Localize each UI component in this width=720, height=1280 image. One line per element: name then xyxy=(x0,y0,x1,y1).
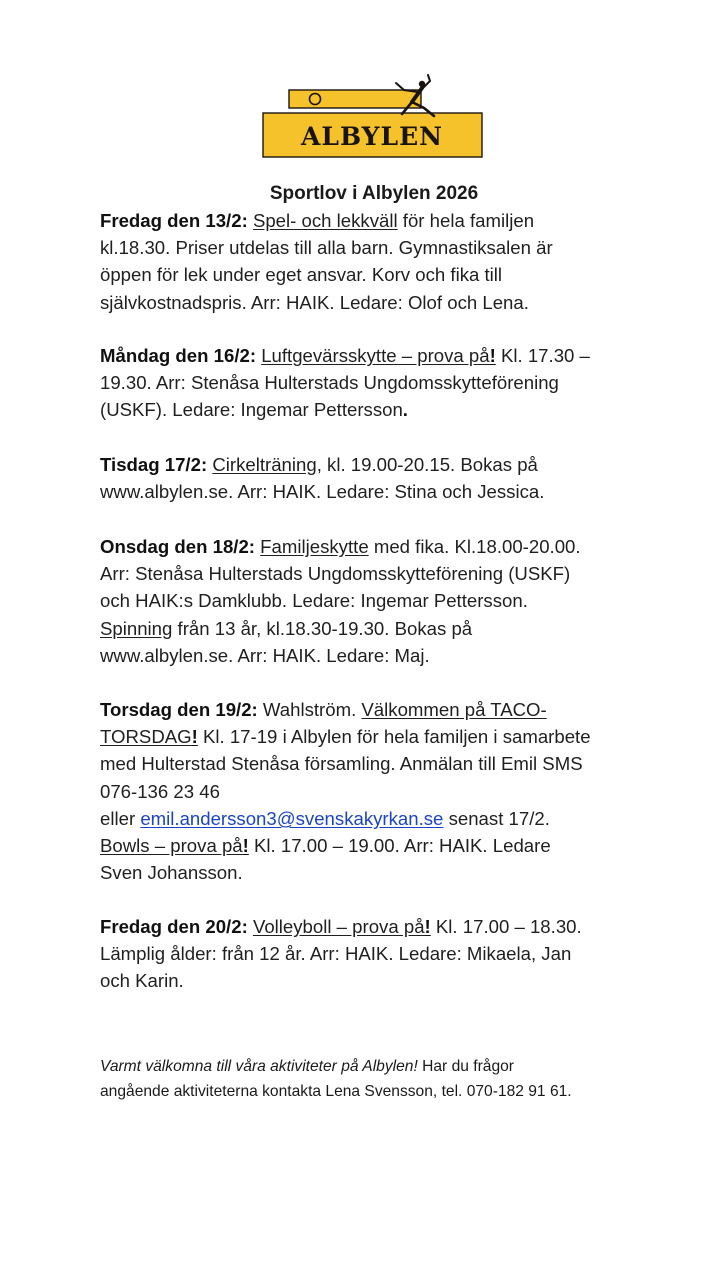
event-activity: Luftgevärsskytte – prova på xyxy=(261,345,490,366)
email-link[interactable]: emil.andersson3@svenskakyrkan.se xyxy=(140,807,444,829)
event-activity: Volleyboll – prova på xyxy=(252,916,425,937)
event-mandag-16: Måndag den 16/2: Luftgevärsskytte – prova på! Kl. 17.30 – 19.30. Arr: Stenåsa Hulterstads Ungdomsskytteförening (USKF). Ledare: Ingemar Pettersson. xyxy=(100,345,590,421)
event-activity: Spinning xyxy=(100,617,173,639)
event-day: Onsdag den 18/2: xyxy=(100,536,255,557)
event-tisdag-17: Tisdag 17/2: Cirkelträning, kl. 19.00-20.15. Bokas på www.albylen.se. Arr: HAIK. Ledare: Stina och Jessica. xyxy=(100,454,545,503)
event-activity: TORSDAG xyxy=(100,726,192,748)
event-activity: Spel- och lekkväll xyxy=(252,210,398,231)
footer-welcome: Varmt välkomna till våra aktiviteter på Albylen! xyxy=(100,1058,418,1075)
footer-note: Varmt välkomna till våra aktiviteter på Albylen! Har du frågor angående aktiviteterna kontakta Lena Svensson, tel. 070-182 91 61. xyxy=(100,1058,572,1100)
event-day: Tisdag 17/2: xyxy=(100,454,208,475)
event-fredag-20: Fredag den 20/2: Volleyboll – prova på! Kl. 17.00 – 18.30. Lämplig ålder: från 12 år. Arr: HAIK. Ledare: Mikaela, Jan och Karin. xyxy=(100,916,582,992)
albylen-logo xyxy=(262,72,484,158)
event-onsdag-18: Onsdag den 18/2: Familjeskytte med fika. Kl.18.00-20.00. Arr: Stenåsa Hulterstads Ungdomsskytteförening (USKF) och HAIK:s Damklubb. Ledare: Ingemar Pettersson. Spinning från 13 år, kl.18.30-19.30. Bokas på www.albylen.se. Arr: HAIK. Ledare: Maj. xyxy=(100,536,581,666)
logo-text: ALBYLEN xyxy=(301,122,443,151)
event-day: Måndag den 16/2: xyxy=(100,345,257,366)
page-title: Sportlov i Albylen 2026 xyxy=(269,183,479,204)
event-day: Fredag den 13/2: xyxy=(100,210,248,231)
event-torsdag-19: Torsdag den 19/2: Wahlström. Välkommen på TACO- TORSDAG! Kl. 17-19 i Albylen för hela familjen i samarbete med Hulterstad Stenåsa församling. Anmälan till Emil SMS 076-136 23 46 eller emil.andersson3@svenskakyrkan.se senast 17/2. Bowls – prova på! Kl. 17.00 – 19.00. Arr: HAIK. Ledare Sven Johansson. xyxy=(100,699,591,884)
event-activity: Cirkelträning xyxy=(212,454,317,475)
event-activity: Välkommen på TACO- xyxy=(361,699,547,720)
event-day: Torsdag den 19/2: xyxy=(100,699,258,720)
event-fredag-13: Fredag den 13/2: Spel- och lekkväll för hela familjen kl.18.30. Priser utdelas till alla barn. Gymnastiksalen är öppen för lek under eget ansvar. Korv och fika till självkostnadspris. Arr: HAIK. Ledare: Olof och Lena. xyxy=(100,210,553,313)
event-day: Fredag den 20/2: xyxy=(100,916,248,937)
event-activity: Bowls – prova på xyxy=(100,835,243,857)
event-activity: Familjeskytte xyxy=(260,536,369,557)
